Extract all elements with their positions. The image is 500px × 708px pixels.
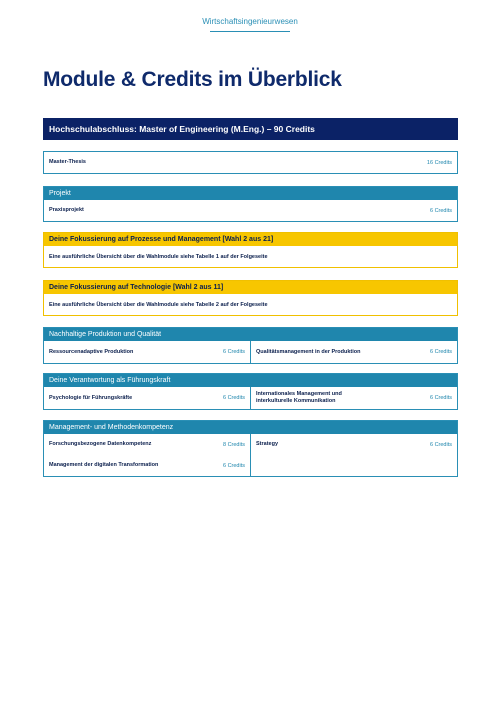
module-column-right: [250, 434, 457, 476]
section-note: Eine ausführliche Übersicht über die Wahlmodule siehe Tabelle 1 auf der Folgeseite: [49, 253, 268, 260]
module-row: [44, 152, 457, 173]
module-name: Ressourcenadaptive Produktion: [49, 348, 134, 355]
section-header: Deine Fokussierung auf Prozesse und Management [Wahl 2 aus 21]: [44, 233, 457, 246]
module-datenkompetenz: [44, 434, 250, 455]
leadership-block: [43, 373, 458, 410]
module-name: Master-Thesis: [49, 159, 86, 166]
module-digitale-transformation: [44, 455, 250, 476]
module-row: [44, 341, 457, 363]
section-header: Deine Verantwortung als Führungskraft: [44, 374, 457, 387]
program-label: Wirtschaftsingenieurwesen: [202, 17, 298, 26]
module-credits: 6 Credits: [222, 349, 245, 355]
module-credits: 6 Credits: [222, 395, 245, 401]
module-column-left: [44, 434, 250, 476]
module-row: [44, 200, 457, 221]
degree-title: Hochschulabschluss: Master of Engineering (M.Eng.) – 90 Credits: [49, 124, 315, 134]
module-credits: 6 Credits: [429, 349, 452, 355]
module-grid: [44, 434, 457, 476]
degree-banner: [43, 118, 458, 140]
focus-process-block: [43, 232, 458, 268]
module-credits: 8 Credits: [222, 441, 245, 448]
module-row: [251, 434, 457, 455]
module-name: Praxisprojekt: [49, 207, 84, 214]
section-header: Deine Fokussierung auf Technologie [Wahl 2 aus 11]: [44, 281, 457, 294]
section-header: Projekt: [44, 187, 457, 200]
module-qualitaetsmanagement: [250, 341, 457, 363]
module-name: Strategy: [256, 441, 279, 448]
module-strategy: [251, 434, 457, 455]
module-credits: 16 Credits: [426, 159, 452, 166]
module-credits: 6 Credits: [429, 441, 452, 448]
sustainable-block: [43, 327, 458, 364]
focus-tech-block: [43, 280, 458, 316]
section-note: Eine ausführliche Übersicht über die Wahlmodule siehe Tabelle 2 auf der Folgeseite: [49, 301, 268, 308]
module-row: [44, 434, 250, 455]
module-row: [44, 455, 250, 476]
module-name: Psychologie für Führungskräfte: [49, 394, 133, 401]
module-psychologie: [44, 387, 250, 409]
module-name: Forschungsbezogene Datenkompetenz: [49, 441, 152, 448]
module-credits: 6 Credits: [222, 462, 245, 469]
thesis-block: [43, 151, 458, 174]
module-thesis: [44, 152, 457, 173]
page-title: Module & Credits im Überblick: [43, 68, 342, 91]
methods-block: [43, 420, 458, 477]
section-header: Nachhaltige Produktion und Qualität: [44, 328, 457, 341]
module-praxisprojekt: [44, 200, 457, 221]
section-header: Management- und Methodenkompetenz: [44, 421, 457, 434]
projekt-block: [43, 186, 458, 222]
module-ressourcenadaptive-produktion: [44, 341, 250, 363]
module-internationales-management: [250, 387, 457, 409]
module-credits: 6 Credits: [429, 207, 452, 214]
module-credits: 6 Credits: [429, 395, 452, 401]
module-name: Qualitätsmanagement in der Produktion: [256, 348, 361, 355]
module-row: [44, 387, 457, 409]
module-name: Management der digitalen Transformation: [49, 462, 159, 469]
module-name: Internationales Management und interkulturelle Kommunikation: [256, 391, 342, 404]
program-label-underline: [210, 31, 290, 32]
